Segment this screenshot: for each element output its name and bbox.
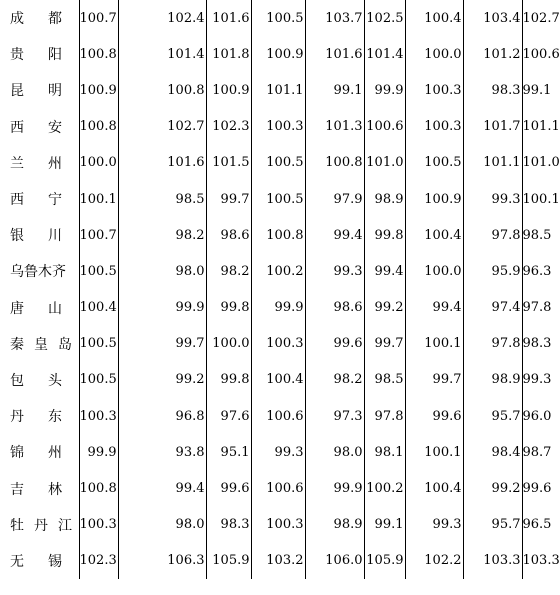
value-cell: 99.9 (364, 72, 405, 108)
value-cell: 103.2 (251, 543, 305, 579)
value-cell: 99.9 (118, 290, 206, 326)
value-cell: 99.8 (364, 217, 405, 253)
value-cell: 99.4 (118, 470, 206, 506)
value-cell: 97.3 (305, 398, 364, 434)
table-row (0, 362, 550, 398)
value-cell: 100.2 (364, 470, 405, 506)
value-cell: 100.4 (405, 0, 463, 36)
value-cell: 99.7 (118, 326, 206, 362)
city-name-cell (0, 72, 86, 108)
value-cell: 99.6 (522, 470, 550, 506)
value-cell: 100.3 (251, 326, 305, 362)
table-row (0, 0, 550, 36)
value-cell: 106.3 (118, 543, 206, 579)
value-cell: 101.0 (522, 145, 550, 181)
city-name-cell (0, 470, 86, 506)
value-cell: 99.2 (463, 470, 522, 506)
value-cell: 100.5 (79, 362, 118, 398)
value-cell: 101.2 (463, 36, 522, 72)
value-cell: 100.3 (251, 109, 305, 145)
value-cell: 99.4 (364, 253, 405, 289)
value-cell: 100.3 (79, 398, 118, 434)
city-name: 唐山 (10, 300, 86, 317)
table-row (0, 434, 550, 470)
value-cell: 101.0 (364, 145, 405, 181)
table-row (0, 36, 550, 72)
value-cell: 103.3 (463, 543, 522, 579)
city-name: 丹东 (10, 409, 86, 426)
value-cell: 99.3 (251, 434, 305, 470)
value-cell: 99.3 (305, 253, 364, 289)
value-cell: 100.0 (206, 326, 251, 362)
value-cell: 100.3 (405, 72, 463, 108)
value-cell: 98.9 (364, 181, 405, 217)
value-cell: 97.6 (206, 398, 251, 434)
city-name: 西安 (10, 119, 86, 136)
value-cell: 99.8 (206, 362, 251, 398)
value-cell: 102.7 (118, 109, 206, 145)
table-row (0, 470, 550, 506)
table-row (0, 181, 550, 217)
value-cell: 97.4 (463, 290, 522, 326)
value-cell: 101.6 (118, 145, 206, 181)
value-cell: 99.2 (364, 290, 405, 326)
city-name: 西宁 (10, 192, 86, 209)
value-cell: 101.6 (206, 0, 251, 36)
value-cell: 101.5 (206, 145, 251, 181)
value-cell: 100.6 (364, 109, 405, 145)
value-cell: 98.5 (522, 217, 550, 253)
value-cell: 98.9 (305, 507, 364, 543)
value-cell: 100.8 (79, 36, 118, 72)
value-cell: 105.9 (364, 543, 405, 579)
value-cell: 100.8 (305, 145, 364, 181)
value-cell: 99.6 (305, 326, 364, 362)
value-cell: 99.6 (405, 398, 463, 434)
city-name-cell (0, 36, 86, 72)
value-cell: 99.7 (206, 181, 251, 217)
table-row (0, 253, 550, 289)
value-cell: 101.7 (463, 109, 522, 145)
value-cell: 98.0 (118, 253, 206, 289)
value-cell: 98.5 (364, 362, 405, 398)
value-cell: 99.9 (79, 434, 118, 470)
value-cell: 96.0 (522, 398, 550, 434)
value-cell: 98.0 (305, 434, 364, 470)
city-name-cell (0, 290, 86, 326)
value-cell: 93.8 (118, 434, 206, 470)
value-cell: 95.1 (206, 434, 251, 470)
value-cell: 99.3 (463, 181, 522, 217)
value-cell: 97.8 (522, 290, 550, 326)
value-cell: 100.6 (251, 470, 305, 506)
value-cell: 100.3 (251, 507, 305, 543)
value-cell: 98.6 (305, 290, 364, 326)
table-row (0, 217, 550, 253)
value-cell: 100.8 (118, 72, 206, 108)
value-cell: 101.4 (364, 36, 405, 72)
value-cell: 95.7 (463, 398, 522, 434)
value-cell: 99.7 (405, 362, 463, 398)
value-cell: 99.1 (522, 72, 550, 108)
value-cell: 99.3 (405, 507, 463, 543)
value-cell: 99.1 (364, 507, 405, 543)
city-name-cell (0, 253, 79, 289)
value-cell: 100.5 (251, 0, 305, 36)
city-name: 乌鲁木齐 (10, 264, 66, 281)
value-cell: 100.8 (79, 109, 118, 145)
value-cell: 102.3 (79, 543, 118, 579)
value-cell: 95.7 (463, 507, 522, 543)
value-cell: 100.9 (251, 36, 305, 72)
value-cell: 98.6 (206, 217, 251, 253)
table-row (0, 290, 550, 326)
value-cell: 98.2 (206, 253, 251, 289)
value-cell: 101.3 (305, 109, 364, 145)
value-cell: 100.1 (522, 181, 550, 217)
table-row (0, 326, 550, 362)
value-cell: 98.7 (522, 434, 550, 470)
city-name-cell (0, 217, 86, 253)
value-cell: 101.6 (305, 36, 364, 72)
value-cell: 100.8 (79, 470, 118, 506)
value-cell: 100.7 (79, 217, 118, 253)
table-row (0, 507, 550, 543)
city-name: 贵阳 (10, 47, 86, 64)
value-cell: 102.7 (522, 0, 550, 36)
value-cell: 100.4 (405, 217, 463, 253)
value-cell: 100.1 (405, 326, 463, 362)
value-cell: 98.2 (118, 217, 206, 253)
city-name: 吉林 (10, 481, 86, 498)
value-cell: 100.7 (79, 0, 118, 36)
value-cell: 105.9 (206, 543, 251, 579)
value-cell: 98.3 (463, 72, 522, 108)
city-name-cell (0, 145, 86, 181)
value-cell: 99.8 (206, 290, 251, 326)
city-name-cell (0, 507, 82, 543)
value-cell: 98.2 (305, 362, 364, 398)
value-cell: 100.0 (405, 36, 463, 72)
value-cell: 100.4 (405, 470, 463, 506)
value-cell: 100.5 (251, 145, 305, 181)
value-cell: 101.1 (251, 72, 305, 108)
value-cell: 100.4 (79, 290, 118, 326)
city-name: 锦州 (10, 445, 86, 462)
value-cell: 98.5 (118, 181, 206, 217)
city-name: 牡丹江 (10, 517, 82, 534)
value-cell: 106.0 (305, 543, 364, 579)
value-cell: 100.3 (405, 109, 463, 145)
city-name: 昆明 (10, 83, 86, 100)
value-cell: 97.8 (463, 326, 522, 362)
value-cell: 100.9 (405, 181, 463, 217)
value-cell: 100.1 (79, 181, 118, 217)
city-name-cell (0, 434, 86, 470)
value-cell: 102.2 (405, 543, 463, 579)
city-name-cell (0, 326, 82, 362)
city-name-cell (0, 362, 86, 398)
value-cell: 100.5 (79, 326, 118, 362)
value-cell: 100.0 (405, 253, 463, 289)
value-cell: 98.4 (463, 434, 522, 470)
city-name: 兰州 (10, 155, 86, 172)
value-cell: 99.9 (251, 290, 305, 326)
value-cell: 101.8 (206, 36, 251, 72)
value-cell: 99.4 (405, 290, 463, 326)
value-cell: 102.5 (364, 0, 405, 36)
value-cell: 100.1 (405, 434, 463, 470)
value-cell: 96.5 (522, 507, 550, 543)
city-name-cell (0, 0, 86, 36)
value-cell: 99.4 (305, 217, 364, 253)
value-cell: 95.9 (463, 253, 522, 289)
value-cell: 103.4 (463, 0, 522, 36)
city-name-cell (0, 543, 86, 579)
table-row (0, 109, 550, 145)
value-cell: 99.1 (305, 72, 364, 108)
value-cell: 100.4 (251, 362, 305, 398)
value-cell: 100.9 (79, 72, 118, 108)
value-cell: 97.8 (364, 398, 405, 434)
value-cell: 102.3 (206, 109, 251, 145)
value-cell: 103.3 (522, 543, 550, 579)
value-cell: 98.3 (206, 507, 251, 543)
value-cell: 98.9 (463, 362, 522, 398)
value-cell: 98.0 (118, 507, 206, 543)
value-cell: 100.5 (251, 181, 305, 217)
value-cell: 96.3 (522, 253, 550, 289)
value-cell: 99.2 (118, 362, 206, 398)
value-cell: 97.9 (305, 181, 364, 217)
value-cell: 100.8 (251, 217, 305, 253)
value-cell: 101.1 (463, 145, 522, 181)
value-cell: 99.3 (522, 362, 550, 398)
value-cell: 103.7 (305, 0, 364, 36)
city-name: 无锡 (10, 553, 86, 570)
value-cell: 97.8 (463, 217, 522, 253)
table-row (0, 72, 550, 108)
table-row (0, 398, 550, 434)
city-name-cell (0, 398, 86, 434)
table-row (0, 543, 550, 579)
value-cell: 100.5 (405, 145, 463, 181)
value-cell: 100.6 (251, 398, 305, 434)
value-cell: 98.1 (364, 434, 405, 470)
value-cell: 101.1 (522, 109, 550, 145)
value-cell: 99.9 (305, 470, 364, 506)
city-name: 包头 (10, 372, 86, 389)
table-row (0, 145, 550, 181)
value-cell: 100.0 (79, 145, 118, 181)
value-cell: 96.8 (118, 398, 206, 434)
value-cell: 100.5 (79, 253, 118, 289)
city-name-cell (0, 109, 86, 145)
value-cell: 99.7 (364, 326, 405, 362)
city-name: 银川 (10, 228, 86, 245)
value-cell: 101.4 (118, 36, 206, 72)
value-cell: 100.6 (522, 36, 550, 72)
value-cell: 100.9 (206, 72, 251, 108)
city-name: 成都 (10, 11, 86, 28)
value-cell: 100.2 (251, 253, 305, 289)
value-cell: 98.3 (522, 326, 550, 362)
value-cell: 99.6 (206, 470, 251, 506)
city-name-cell (0, 181, 86, 217)
value-cell: 102.4 (118, 0, 206, 36)
value-cell: 100.3 (79, 507, 118, 543)
city-name: 秦皇岛 (10, 336, 82, 353)
